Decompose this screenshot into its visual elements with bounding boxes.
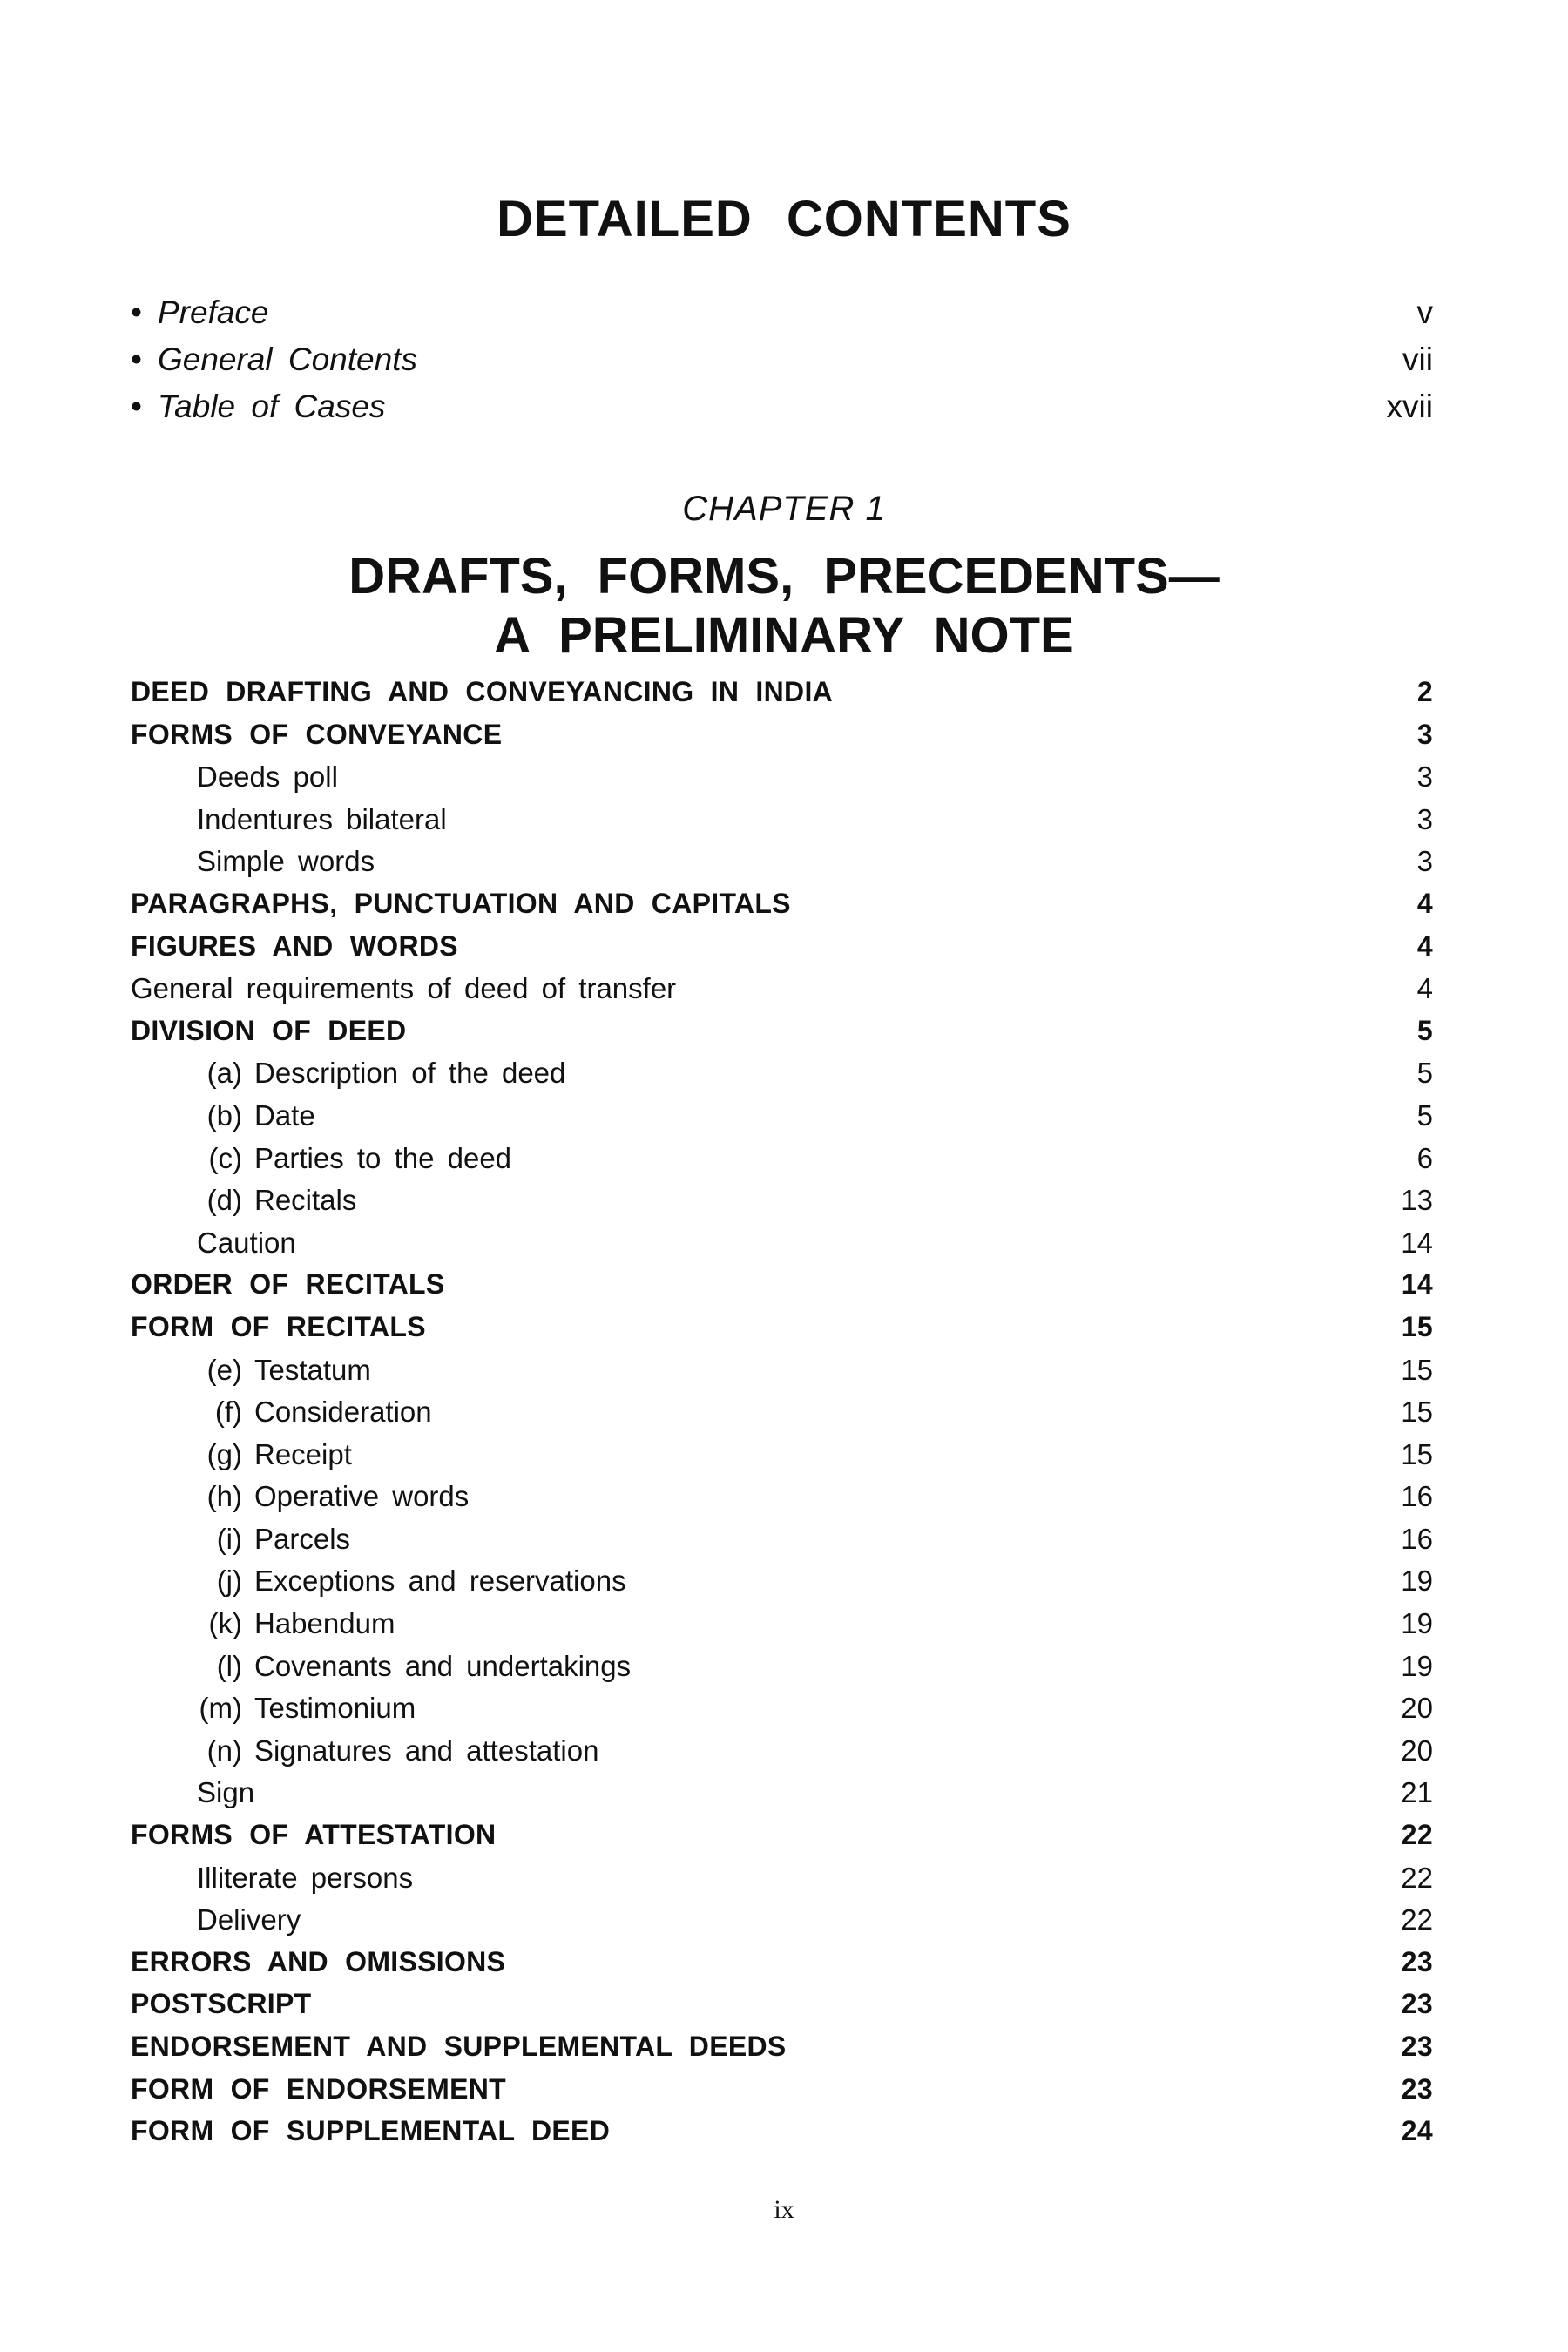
- toc-entry-label: Caution: [197, 1226, 296, 1259]
- front-matter-label: [131, 341, 417, 378]
- toc-heading-row[interactable]: [131, 2031, 1433, 2073]
- toc-entry-label: Date: [254, 1098, 315, 1132]
- toc-entry-text: [131, 1396, 432, 1429]
- front-matter-list: [131, 294, 1433, 436]
- toc-entry-label: Illiterate persons: [197, 1861, 414, 1894]
- toc-entry-marker: (l): [216, 1649, 242, 1682]
- toc-entry-page: 20: [1401, 1734, 1433, 1767]
- toc-entry-page: 22: [1401, 1819, 1433, 1851]
- toc-entry-marker: (k): [208, 1607, 242, 1640]
- toc-heading-row[interactable]: [131, 2115, 1433, 2158]
- toc-entry-page: 3: [1416, 760, 1433, 794]
- front-matter-page: xvii: [1386, 389, 1433, 424]
- toc-entry-text: [131, 1099, 315, 1132]
- toc-heading-row[interactable]: [131, 676, 1433, 719]
- toc-entry-page: 3: [1416, 718, 1433, 750]
- toc-entry-label: DEED DRAFTING AND CONVEYANCING IN INDIA: [131, 676, 834, 707]
- toc-entry-label: Sign: [197, 1776, 255, 1809]
- toc-entry-page: 20: [1401, 1692, 1433, 1725]
- toc-entry-label: Testatum: [254, 1353, 371, 1386]
- front-matter-title: General Contents: [157, 341, 417, 377]
- toc-entry-label: FORM OF ENDORSEMENT: [131, 2072, 507, 2105]
- toc-entry-page: 14: [1401, 1268, 1433, 1301]
- toc-entry-label: Parcels: [254, 1522, 351, 1555]
- toc-entry-marker: (c): [208, 1141, 242, 1174]
- front-matter-title: Table of Cases: [157, 389, 386, 424]
- toc-entry-page: 3: [1416, 802, 1433, 835]
- toc-heading-row[interactable]: [131, 930, 1433, 973]
- toc-entry-label: FORM OF SUPPLEMENTAL DEED: [131, 2115, 611, 2147]
- toc-entry-row[interactable]: [131, 1184, 1433, 1227]
- front-matter-item[interactable]: [131, 341, 1433, 389]
- toc-entry-row[interactable]: [131, 1692, 1433, 1734]
- toc-entry-page: 5: [1416, 1098, 1433, 1132]
- toc-entry-row[interactable]: [131, 1565, 1433, 1607]
- toc-heading-row[interactable]: [131, 1268, 1433, 1311]
- toc-entry-label: Testimonium: [254, 1692, 416, 1725]
- toc-entry-marker: (b): [206, 1098, 242, 1132]
- toc-entry-label: Recitals: [254, 1184, 357, 1217]
- toc-entry-text: [131, 1057, 565, 1090]
- toc-entry-marker: (f): [214, 1396, 242, 1429]
- front-matter-label: [131, 294, 268, 331]
- toc-entry-row[interactable]: [131, 1650, 1433, 1693]
- toc-entry-row[interactable]: [131, 1607, 1433, 1650]
- toc-heading-row[interactable]: [131, 1015, 1433, 1058]
- toc-entry-page: 5: [1416, 1057, 1433, 1090]
- toc-entry-label: Indentures bilateral: [197, 802, 447, 835]
- toc-entry-label: POSTSCRIPT: [131, 1988, 312, 2020]
- toc-entry-row[interactable]: [131, 845, 1433, 888]
- toc-entry-text: [131, 1184, 356, 1217]
- toc-entry-label: FORMS OF ATTESTATION: [131, 1819, 497, 1851]
- toc-entry-page: 23: [1401, 2031, 1433, 2062]
- toc-entry-marker: (n): [206, 1734, 242, 1767]
- toc-heading-row[interactable]: [131, 1819, 1433, 1862]
- toc-entry-text: [131, 1650, 631, 1683]
- toc-entry-marker: (i): [216, 1522, 242, 1555]
- toc-entry-page: 2: [1416, 676, 1433, 707]
- toc-entry-label: Signatures and attestation: [254, 1734, 599, 1767]
- toc-entry-page: 3: [1416, 845, 1433, 878]
- toc-entry-page: 6: [1416, 1141, 1433, 1174]
- toc-entry-marker: (m): [199, 1692, 242, 1725]
- toc-entry-row[interactable]: [131, 1057, 1433, 1099]
- toc-entry-page: 14: [1401, 1226, 1433, 1259]
- toc-heading-row[interactable]: [131, 1311, 1433, 1354]
- toc-entry-page: 13: [1401, 1184, 1433, 1217]
- toc-entry-row[interactable]: [131, 1142, 1433, 1185]
- toc-entry-label: DIVISION OF DEED: [131, 1014, 407, 1046]
- toc-entry-label: ERRORS AND OMISSIONS: [131, 1945, 506, 1977]
- bullet-icon: •: [131, 294, 142, 330]
- toc-entry-marker: (g): [206, 1437, 242, 1470]
- front-matter-item[interactable]: [131, 389, 1433, 436]
- toc-entry-label: Covenants and undertakings: [254, 1649, 632, 1682]
- toc-entry-label: Operative words: [254, 1480, 470, 1513]
- toc-entry-text: [131, 1734, 598, 1767]
- toc-entry-label: ORDER OF RECITALS: [131, 1268, 445, 1301]
- toc-entry-page: 15: [1401, 1310, 1433, 1342]
- toc-entry-page: 19: [1401, 1565, 1433, 1598]
- toc-entry-row[interactable]: [131, 1523, 1433, 1565]
- toc-entry-page: 15: [1401, 1437, 1433, 1470]
- page-number: ix: [774, 2195, 794, 2224]
- toc-entry-row[interactable]: [131, 972, 1433, 1015]
- toc-entry-text: [131, 1692, 416, 1725]
- toc-entry-text: [131, 1523, 350, 1556]
- page-title: DETAILED CONTENTS: [497, 191, 1071, 247]
- toc-entry-page: 16: [1401, 1480, 1433, 1513]
- toc-entry-page: 15: [1401, 1396, 1433, 1429]
- front-matter-page: vii: [1402, 341, 1433, 377]
- toc-entry-page: 23: [1401, 1945, 1433, 1977]
- toc-entry-page: 5: [1416, 1014, 1433, 1046]
- toc-entry-label: Simple words: [197, 845, 375, 878]
- toc-entry-marker: (e): [206, 1353, 242, 1386]
- front-matter-page: v: [1416, 294, 1433, 330]
- toc-entry-label: PARAGRAPHS, PUNCTUATION AND CAPITALS: [131, 887, 791, 919]
- toc-entry-page: 23: [1401, 1988, 1433, 2020]
- toc-entry-marker: (h): [206, 1480, 242, 1513]
- toc-entry-row[interactable]: [131, 1396, 1433, 1438]
- toc-entry-marker: (j): [216, 1565, 242, 1598]
- toc-entry-label: FORM OF RECITALS: [131, 1310, 426, 1342]
- toc-entry-row[interactable]: [131, 1227, 1433, 1269]
- toc-entry-row[interactable]: [131, 1354, 1433, 1396]
- toc-entry-row[interactable]: [131, 760, 1433, 803]
- toc-entry-row[interactable]: [131, 1862, 1433, 1904]
- bullet-icon: •: [131, 341, 142, 377]
- toc-entry-page: 4: [1416, 929, 1433, 962]
- toc-entry-page: 19: [1401, 1607, 1433, 1640]
- toc-entry-label: ENDORSEMENT AND SUPPLEMENTAL DEEDS: [131, 2031, 787, 2062]
- toc-entry-text: [131, 1354, 371, 1387]
- toc-entry-label: Delivery: [197, 1903, 301, 1936]
- toc-entry-row[interactable]: [131, 803, 1433, 846]
- toc-entry-page: 24: [1401, 2115, 1433, 2147]
- toc-entry-text: [131, 1438, 352, 1471]
- toc-entry-text: [131, 1607, 395, 1640]
- toc-entry-row[interactable]: [131, 1776, 1433, 1819]
- toc-entry-label: FORMS OF CONVEYANCE: [131, 718, 503, 750]
- toc-entry-label: Description of the deed: [254, 1057, 566, 1090]
- bullet-icon: •: [131, 389, 142, 424]
- toc-entry-label: Consideration: [254, 1396, 432, 1429]
- toc-entry-page: 15: [1401, 1353, 1433, 1386]
- front-matter-label: [131, 389, 385, 425]
- toc-entry-row[interactable]: [131, 1480, 1433, 1523]
- chapter-title-line-1: DRAFTS, FORMS, PRECEDENTS—: [348, 548, 1220, 605]
- toc-entry-text: [131, 1480, 469, 1513]
- toc-entry-label: Receipt: [254, 1437, 352, 1470]
- table-of-contents: [131, 676, 1433, 2158]
- toc-heading-row[interactable]: [131, 1988, 1433, 2031]
- toc-entry-page: 16: [1401, 1522, 1433, 1555]
- toc-heading-row[interactable]: [131, 888, 1433, 930]
- toc-entry-label: Exceptions and reservations: [254, 1565, 626, 1598]
- toc-entry-page: 21: [1401, 1776, 1433, 1809]
- toc-heading-row[interactable]: [131, 2073, 1433, 2116]
- toc-entry-label: General requirements of deed of transfer: [131, 972, 677, 1005]
- toc-entry-label: Habendum: [254, 1607, 395, 1640]
- toc-entry-text: [131, 1565, 626, 1598]
- toc-entry-row[interactable]: [131, 1734, 1433, 1777]
- toc-entry-row[interactable]: [131, 1099, 1433, 1142]
- toc-entry-label: Parties to the deed: [254, 1141, 512, 1174]
- toc-entry-page: 22: [1401, 1903, 1433, 1936]
- toc-entry-marker: (d): [206, 1184, 242, 1217]
- chapter-label: CHAPTER 1: [682, 490, 886, 528]
- chapter-title-line-2: A PRELIMINARY NOTE: [494, 607, 1074, 664]
- front-matter-title: Preface: [157, 294, 269, 330]
- toc-entry-text: [131, 1142, 511, 1175]
- toc-entry-marker: (a): [206, 1057, 242, 1090]
- toc-entry-page: 23: [1401, 2072, 1433, 2105]
- toc-entry-page: 4: [1416, 887, 1433, 919]
- toc-heading-row[interactable]: [131, 1946, 1433, 1989]
- toc-heading-row[interactable]: [131, 719, 1433, 761]
- toc-entry-label: Deeds poll: [197, 760, 338, 794]
- toc-entry-page: 19: [1401, 1649, 1433, 1682]
- toc-entry-row[interactable]: [131, 1438, 1433, 1481]
- front-matter-item[interactable]: [131, 294, 1433, 341]
- toc-entry-page: 4: [1416, 972, 1433, 1005]
- chapter-title: [0, 547, 1568, 666]
- toc-entry-page: 22: [1401, 1861, 1433, 1894]
- toc-entry-row[interactable]: [131, 1903, 1433, 1946]
- toc-entry-label: FIGURES AND WORDS: [131, 929, 458, 962]
